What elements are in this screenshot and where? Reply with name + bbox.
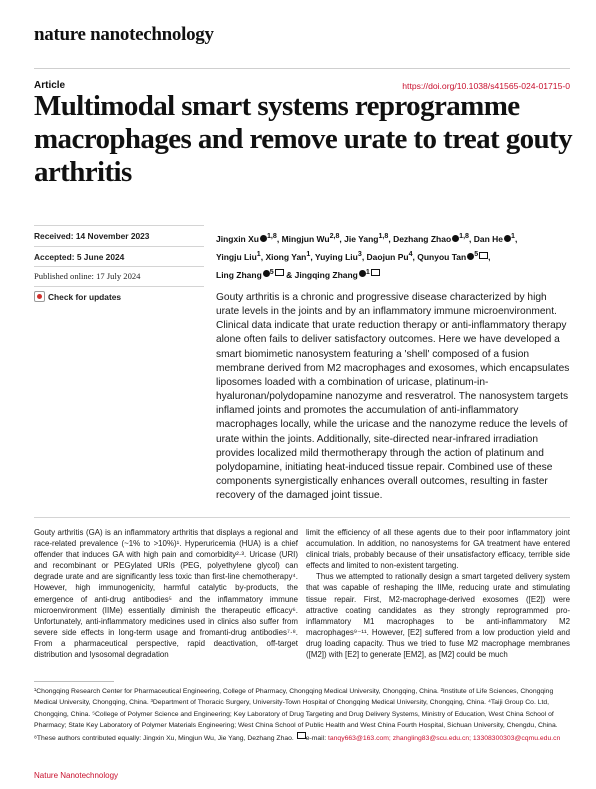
author-name[interactable]: Dan He [473,233,504,244]
footnote-divider [34,681,114,682]
affiliation-sup: 5 [474,249,479,258]
abstract-divider [34,517,570,518]
article-type: Article [34,80,66,91]
affiliation-sup: 1 [365,267,370,276]
author-name[interactable]: Qunyou Tan [417,251,467,262]
body-paragraph: Thus we attempted to rationally design a smart targeted delivery system that was capable of reshaping the IIMe, reducing urate and stimulating tissue repair. First, M2-macrophage-derived exosomes ([E2]) were attractive coating candidates as they strongly reprogrammed pro-inflammatory M1 macrophages to be anti-inflammatory M2 macrophages⁹⁻¹¹. However, [E2] suffered from a low production yield and drug loading capacity. Thus we tried to fuse M2 macrophage membranes ([M2]) with [E2] to generate [EM2], as [M2] could be much [306,572,570,660]
author-name[interactable]: & Jingqing Zhang [286,269,358,280]
mail-icon[interactable] [275,269,284,276]
affiliation-sup: 2,8 [329,232,340,240]
check-updates-label: Check for updates [48,291,122,302]
orcid-icon[interactable] [263,270,270,277]
mail-icon[interactable] [371,269,380,276]
affiliations-footnote [34,686,574,744]
email-label: e-mail: [305,734,327,742]
body-paragraph: limit the efficiency of all these agents due to their poor inflammatory joint accumulation. In addition, no nanosystems for GA treatment have entered clinical trials, probably because of their unsatisfactory efficacy, terrible side effects and limited to non-existent targeting. [306,528,570,571]
author-name[interactable]: Mingjun Wu [281,233,330,244]
mail-icon[interactable] [479,252,488,259]
received-date: Received: 14 November 2023 [34,231,150,241]
meta-divider [34,286,204,287]
orcid-icon[interactable] [504,235,511,242]
author-name[interactable]: Dezhang Zhao [393,233,452,244]
affiliation-sup: 1 [306,249,311,258]
body-column-left: Gouty arthritis (GA) is an inflammatory arthritis that displays a regional and race-related prevalence (~1% to >10%)¹. Hyperuricemia (HUA) is a chief offender that induces GA with high pain and comorbidity²·³. Uricase (URI) and recombinant or PEGylated URIs (PEG, polyethylene glycol) can degrade urate and are significantly less toxic than first-line chemotherapy⁴. However, high immunogenicity, harmful catalytic by-products, the emergence of anti-drug antibodies⁵ and the inflammatory immune microenvironment (IIMe) essentially diminish the therapeutic efficacy⁶. Unfortunately, anti-inflammatory medicines used in clinics also suffer from severe side effects in long-term usage and fromanti-drug antibodies⁷·⁸. From a pharmaceutical perspective, rapid deactivation, off-target distribution and lysosomal degradation [34,528,298,660]
affiliation-sup: 1,8 [459,232,469,240]
article-title: Multimodal smart systems reprogramme macrophages and remove urate to treat gouty arthritis [34,90,573,188]
check-updates-icon [34,291,45,302]
author-list: Jingxin Xu $^{1,8}$, Mingjun Wu$^{2,8}$, Jie Yang$^{1,8}$, Dezhang Zhao $^{1,8}$, Dan He $^1$, Yingju Liu$^1$, Xiong Yan$^1$, Yuying Liu$^3$, Daojun Pu$^4$, Qunyou Tan $^5$ , Ling Zhang $^5$ & Jingqing Zhang $^1$ [216,232,518,280]
meta-divider [34,225,204,226]
meta-divider [34,246,204,247]
author-name[interactable]: Yuying Liu [314,251,358,262]
affiliation-sup: 3 [357,249,362,258]
affiliation-sup: 5 [269,267,274,276]
affiliation-sup: 1,8 [378,232,389,240]
author-name[interactable]: Xiong Yan [265,251,307,262]
affiliations-text: ¹Chongqing Research Center for Pharmaceutical Engineering, College of Pharmacy, Chongqing Medical University, Chongqing, China. ²Institute of Life Sciences, Chongqing Medical University, Chongqing, China. ³Department of Thoracic Surgery, University-Town Hospital of Chongqing Medical University, Chongqing, China. ⁴Taiji Group Co. Ltd, Chongqing, China. ⁵College of Polymer Science and Engineering; Key Laboratory of Drug Targeting and Drug Delivery Systems, Ministry of Education, West China School of Pharmacy; State Key Laboratory of Polymer Materials Engineering; West China School of Public Health and West China Fourth Hospital, Sichuan University, Chengdu, China. ⁸These authors contributed equally: Jingxin Xu, Mingjun Wu, Jie Yang, Dezhang Zhao. [34,688,558,742]
affiliation-sup: 1,8 [266,232,277,240]
orcid-icon[interactable] [359,270,366,277]
author-name[interactable]: Daojun Pu [366,251,409,262]
published-date: Published online: 17 July 2024 [34,271,141,281]
abstract: Gouty arthritis is a chronic and progressive disease characterized by high urate levels in the joints and by an inflammatory immune microenvironment. Clinical data indicate that urate reduction therapy or anti-inflammatory therapy alone often fails to deliver satisfactory outcomes. Here we have developed a smart biomimetic nanosystem featuring a 'shell' composed of a fusion membrane derived from M2 macrophages and exosomes, which encapsulates liposomes loaded with a combination of uricase, platinum-in-hyaluronan/polydopamine nanozyme and resveratrol. The nanosystem targets inflamed joints and promotes the accumulation of anti-inflammatory macrophages locally, while the uricase and the nanozyme reduce the levels of urate within the joints. Additionally, site-directed near-infrared irradiation provides localized mild thermotherapy through the action of platinum and polydopamine, initiating heat-induced tissue repair. Combined use of these components synergistically enhances overall outcomes, resulting in faster recovery of the damaged joint tissue. [216,292,570,502]
orcid-icon[interactable] [260,235,267,242]
affiliation-sup: 1 [511,232,515,240]
affiliation-sup: 4 [408,249,413,258]
author-name[interactable]: Jingxin Xu [216,233,259,244]
affiliation-sup: 1 [256,249,261,258]
journal-footer[interactable]: Nature Nanotechnology [34,771,119,780]
accepted-date: Accepted: 5 June 2024 [34,252,125,262]
check-for-updates-button[interactable] [34,291,121,302]
author-name[interactable]: Ling Zhang [216,269,262,280]
author-name[interactable]: Jie Yang [344,233,379,244]
author-name[interactable]: Yingju Liu [216,251,257,262]
body-column-right [306,527,570,660]
header-divider [34,68,570,69]
meta-divider [34,266,204,267]
email-links[interactable]: tanqy663@163.com; zhangling83@scu.edu.cn; 13308300303@cqmu.edu.cn [327,734,561,742]
doi-link[interactable]: https://doi.org/10.1038/s41565-024-01715-0 [402,81,570,91]
mail-icon [297,732,306,739]
journal-name: nature nanotechnology [34,24,214,45]
